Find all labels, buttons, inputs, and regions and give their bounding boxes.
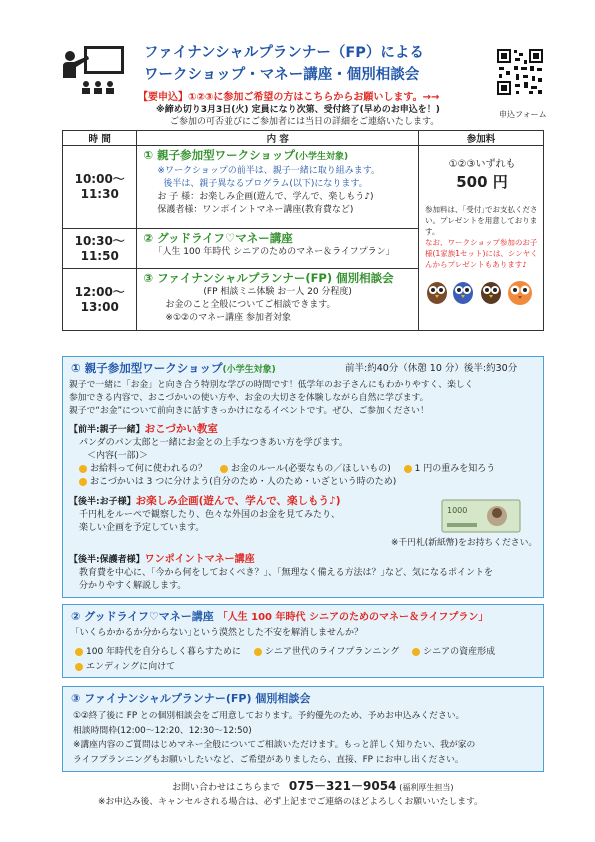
part3-tag: 【後半:保護者様】 xyxy=(69,555,145,565)
section3-line: ※講座内容のご質問はじめマネー全般についてご相談いただけます。もっと詳しく知りたい、我が家の xyxy=(73,740,476,750)
part3-desc-line: 分かりやすく解説します。 xyxy=(79,581,187,591)
bullet-dot xyxy=(404,465,412,473)
bullet-dot xyxy=(79,478,87,486)
banknote-value: 1000 xyxy=(447,506,468,515)
section-money-seminar xyxy=(62,604,544,678)
part1-desc: パンダのパン太郎と一緒にお金との上手なつきあい方を学びます。 xyxy=(79,438,348,448)
part2-title: お楽しみ企画(遊んで、学んで、楽しもう♪) xyxy=(135,495,341,507)
section2-subtitle: 「人生 100 年時代 シニアのためのマネー＆ライフプラン」 xyxy=(217,612,489,623)
list-item: お金のルール(必要なもの／ほしいもの) xyxy=(230,464,391,474)
participation-notice: ご参加の可否並びにご参加者には当日の詳細をご連絡いたします。 xyxy=(170,117,440,127)
section2-intro: ｢いくらかかるか分からない｣という漠然とした不安を解消しませんか？ xyxy=(75,628,364,638)
section1-intro-line: 親子で“お金”について前向きに話すきっかけになるイベントです。ぜひ、ご参加ください！ xyxy=(69,406,429,416)
row-line: ※ワークショップの前半は、親子一緒に取り組みます。 xyxy=(157,166,381,176)
list-item: 1 円の重みを知ろう xyxy=(414,464,496,474)
col-header-time: 時 間 xyxy=(63,131,137,146)
contact-suffix: (福利厚生担当) xyxy=(399,783,454,792)
list-item: シニアの資産形成 xyxy=(423,647,496,657)
row-line: 保護者様：ワンポイントマネー講座(教育費など) xyxy=(157,205,354,215)
part3-title: ワンポイントマネー講座 xyxy=(144,554,255,565)
row-line: お 子 様：お楽しみ企画(遊んで、学んで、楽しもう♪) xyxy=(157,192,374,202)
row-line: 後半は、親子異なるプログラム(以下)になります。 xyxy=(163,179,368,189)
section-consultation xyxy=(62,686,544,772)
section1-intro-line: 参加できる内容で、おこづかいの使い方や、お金の大切さを体験しながら自然に学びます。 xyxy=(69,393,429,403)
row-title: ① 親子参加型ワークショップ(小学生対象) xyxy=(143,148,349,162)
time-cell: 10:30～ 11:50 xyxy=(63,229,137,269)
section1-time-info: 前半:約40分（休憩 10 分）後半:約30分 xyxy=(345,363,518,374)
fee-cell xyxy=(419,146,544,331)
cancel-note: ※お申込み後、キャンセルされる場合は、必ず上記までご連絡のほどよろしくお願いいたします。 xyxy=(98,797,483,807)
owl-mascots-icon xyxy=(425,276,539,309)
part2-desc-line: 楽しい企画を予定しています。 xyxy=(79,523,205,533)
row-title: ② グッドライフ♡マネー講座 xyxy=(143,231,293,245)
row-line: ※①②のマネー講座 参加者対象 xyxy=(165,313,291,323)
deadline-note: ※締め切り3月3日(火) 定員になり次第、受付終了(早めのお申込を！) xyxy=(156,105,440,115)
bullet-dot xyxy=(79,465,87,473)
part2-desc-line: 千円札をルーペで観察したり、色々な外国のお金を見てみたり、 xyxy=(79,510,341,520)
row-title: ③ ファイナンシャルプランナー(FP) 個別相談会 xyxy=(143,271,394,285)
time-cell: 12:00～ 13:00 xyxy=(63,269,137,331)
apply-instruction[interactable]: 【要申込】①②③に参加ご希望の方はこちらからお願いします。→→ xyxy=(138,92,440,103)
page-title-line1: ファイナンシャルプランナー（FP）による xyxy=(144,45,424,61)
section3-line: ①②終了後に FP との個別相談会をご用意しております。予約優先のため、予めお申込みください。 xyxy=(73,711,465,721)
presenter-icon xyxy=(60,44,126,98)
list-item: エンディングに向けて xyxy=(86,662,176,672)
section1-title: ① 親子参加型ワークショップ(小学生対象) xyxy=(71,361,276,375)
col-header-fee: 参加料 xyxy=(419,131,544,146)
list-item: 100 年時代を自分らしく暮らすために xyxy=(86,647,242,657)
page-title-line2: ワークショップ・マネー講座・個別相談会 xyxy=(144,67,420,83)
fee-note: 参加料は、｢受付｣でお支払ください。プレゼントを用意しております。 xyxy=(425,205,538,236)
fee-amount: 500 円 xyxy=(456,173,508,191)
bullet-dot xyxy=(75,648,83,656)
qr-caption: 申込フォーム xyxy=(499,110,547,119)
section3-line: 相談時間枠(12:00～12:20、12:30～12:50) xyxy=(73,725,252,736)
qr-code-icon[interactable] xyxy=(496,48,544,96)
col-header-content: 内 容 xyxy=(137,131,419,146)
contact-line xyxy=(172,778,454,796)
list-item: お給料って何に使われるの？ xyxy=(90,464,208,474)
fee-note-present: なお、ワークショップ参加のお子様(1家族1セット)には、シンヤくんからプレゼントもあります♪ xyxy=(425,238,538,269)
section2-title: ② グッドライフ♡マネー講座 xyxy=(71,610,214,623)
part1-sub: ＜内容(一部)＞ xyxy=(87,451,149,461)
fee-label: ①②③いずれも xyxy=(448,159,516,170)
list-item: シニア世代のライフプランニング xyxy=(264,647,400,657)
section-workshop xyxy=(62,356,544,598)
contact-prefix: お問い合わせはこちらまで xyxy=(172,783,281,793)
banknote-icon xyxy=(441,499,521,533)
section1-intro-line: 親子で一緒に「お金」と向き合う特別な学びの時間です！低学年のお子さんにもわかりやすく、楽しく xyxy=(69,380,474,390)
bullet-dot xyxy=(412,648,420,656)
row-line: お金のこと全般についてご相談できます。 xyxy=(165,300,336,310)
part2-note: ※千円札(新紙幣)をお持ちください。 xyxy=(391,538,538,548)
contact-phone[interactable]: 075－321－9054 xyxy=(288,779,397,793)
part2-tag: 【後半:お子様】 xyxy=(69,497,136,507)
part1-tag: 【前半:親子一緒】 xyxy=(69,425,145,435)
section3-title: ③ ファイナンシャルプランナー(FP) 個別相談会 xyxy=(71,692,311,705)
schedule-table xyxy=(62,130,544,331)
bullet-dot xyxy=(220,465,228,473)
section3-line: ライフプランニングもお願いしたいなど、ご希望がありましたら、直接、FP にお申し出ください。 xyxy=(73,754,464,765)
row-line: (FP 相談ミニ体験 お一人 20 分程度) xyxy=(203,287,352,297)
bullet-dot xyxy=(254,648,262,656)
row-line: 「人生 100 年時代 シニアのためのマネー＆ライフプラン」 xyxy=(153,247,395,257)
part3-desc-line: 教育費を中心に、｢今から何をしておくべき？｣、｢無理なく備える方法は？｣など、気になるポイントを xyxy=(79,568,494,578)
part1-title: おこづかい教室 xyxy=(144,423,218,435)
list-item: おこづかいは 3 つに分けよう(自分のため・人のため・いざという時のため) xyxy=(90,477,397,487)
bullet-dot xyxy=(75,663,83,671)
table-row xyxy=(63,146,544,229)
time-cell: 10:00～ 11:30 xyxy=(63,146,137,229)
